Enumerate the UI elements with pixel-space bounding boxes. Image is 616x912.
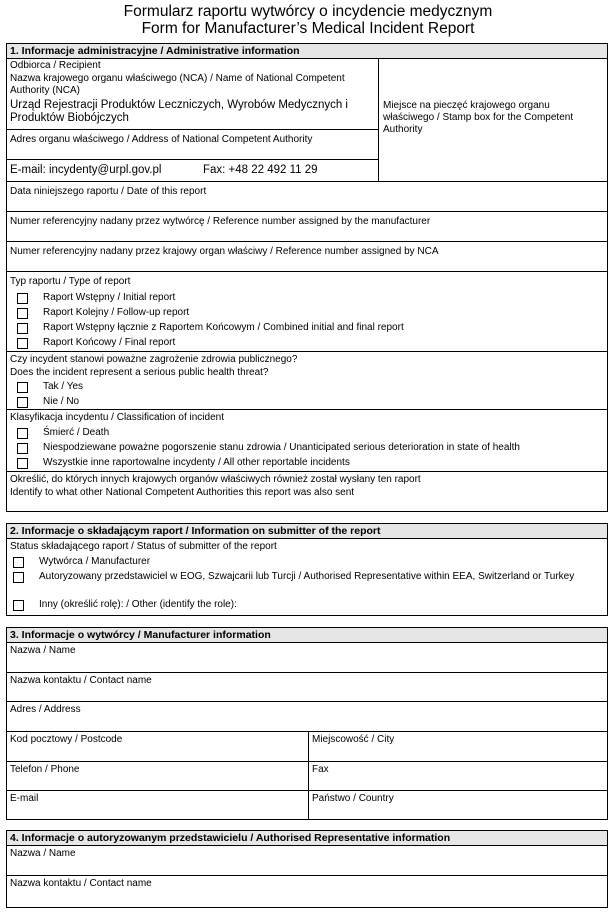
rep-contact-field[interactable] (7, 876, 607, 906)
checkbox[interactable] (13, 557, 24, 568)
field-label: Nazwa kontaktu / Contact name (10, 878, 152, 889)
checkbox[interactable] (17, 382, 28, 393)
section-header: 4. Informacje o autoryzowanym przedstawicielu / Authorised Representative information (7, 831, 607, 846)
option-label: Raport Wstępny łącznie z Raportem Końcowym / Combined initial and final report (43, 322, 404, 333)
option-label: Raport Kolejny / Follow-up report (43, 307, 190, 318)
checkbox[interactable] (17, 428, 28, 439)
submitter-option-authorised-rep[interactable] (7, 569, 607, 597)
manufacturer-ref-label: Numer referencyjny nadany przez wytwórcę / Reference number assigned by the manufacturer (10, 216, 431, 227)
fax-value: Fax: +48 22 492 11 29 (203, 164, 318, 176)
checkbox[interactable] (13, 572, 24, 583)
report-type-option[interactable] (7, 290, 607, 305)
option-label: Autoryzowany przedstawiciel w EOG, Szwajcarii lub Turcji / Authorised Representative within EEA, Switzerland or Turkey (39, 571, 575, 582)
report-type-label: Typ raportu / Type of report (10, 276, 131, 287)
field-label: Telefon / Phone (10, 764, 80, 775)
submitter-option-manufacturer[interactable] (7, 554, 607, 569)
option-label: Tak / Yes (43, 381, 84, 392)
country-field[interactable] (309, 791, 607, 820)
checkbox[interactable] (17, 338, 28, 349)
section-manufacturer (6, 627, 608, 820)
other-nca-label-en: Identify to what other National Competent Authorities this report was also sent (10, 487, 355, 498)
checkbox[interactable] (13, 600, 24, 611)
classification-option[interactable] (7, 440, 607, 455)
email-value: E-mail: incydenty@urpl.gov.pl (10, 164, 162, 176)
checkbox[interactable] (17, 293, 28, 304)
field-label: Kod pocztowy / Postcode (10, 734, 123, 745)
field-label: E-mail (10, 793, 39, 804)
report-date-label: Data niniejszego raportu / Date of this report (10, 186, 207, 197)
field-label: Nazwa / Name (10, 645, 76, 656)
stamp-box-label: Miejsce na pieczęć krajowego organu właściwego / Stamp box for the Competent Authority (383, 100, 574, 135)
report-type-option[interactable] (7, 335, 607, 350)
contact-row (7, 160, 378, 181)
section-submitter (6, 523, 608, 616)
classification-group (7, 410, 607, 472)
other-nca-field[interactable] (7, 472, 607, 513)
recipient-column (7, 59, 379, 181)
section-header: 3. Informacje o wytwórcy / Manufacturer information (7, 628, 607, 643)
nca-name-value: Urząd Rejestracji Produktów Leczniczych, Wyrobów Medycznych i Produktów Biobójczych (10, 99, 348, 124)
field-label: Państwo / Country (312, 793, 394, 804)
option-label: Wytwórca / Manufacturer (39, 556, 151, 567)
option-label: Nie / No (43, 396, 80, 407)
threat-question-en: Does the incident represent a serious public health threat? (10, 367, 269, 378)
submitter-status-label: Status składającego raport / Status of submitter of the report (10, 541, 277, 552)
fax-field[interactable] (309, 762, 607, 790)
section-authorised-rep (6, 830, 608, 908)
city-field[interactable] (309, 732, 607, 761)
option-label: Raport Końcowy / Final report (43, 337, 176, 348)
stamp-box (379, 59, 607, 181)
checkbox[interactable] (17, 308, 28, 319)
classification-option[interactable] (7, 455, 607, 470)
manufacturer-contact-field[interactable] (7, 673, 607, 702)
manufacturer-ref-field[interactable] (7, 212, 607, 242)
checkbox[interactable] (17, 397, 28, 408)
form-title-pl: Formularz raportu wytwórcy o incydencie medycznym (123, 3, 493, 20)
email-country-row (7, 791, 607, 820)
section-header: 2. Informacje o składającym raport / Information on submitter of the report (7, 524, 607, 539)
form-title-en: Form for Manufacturer’s Medical Incident Report (141, 20, 475, 37)
field-label: Fax (312, 764, 329, 775)
field-label: Miejscowość / City (312, 734, 395, 745)
option-label: Śmierć / Death (43, 427, 110, 438)
public-health-threat-group (7, 352, 607, 410)
manufacturer-address-field[interactable] (7, 702, 607, 732)
nca-ref-label: Numer referencyjny nadany przez krajowy organ właściwy / Reference number assigned by NCA (10, 246, 439, 257)
manufacturer-name-field[interactable] (7, 643, 607, 673)
option-label: Niespodziewane poważne pogorszenie stanu zdrowia / Unanticipated serious deterioration in state of health (43, 442, 520, 453)
classification-option[interactable] (7, 425, 607, 440)
report-type-group (7, 272, 607, 352)
threat-option-no[interactable] (7, 394, 607, 409)
address-label: Adres organu właściwego / Address of National Competent Authority (10, 134, 313, 145)
option-label: Raport Wstępny / Initial report (43, 292, 176, 303)
section-administrative (6, 43, 608, 512)
submitter-option-other[interactable] (7, 597, 607, 612)
checkbox[interactable] (17, 443, 28, 454)
option-label: Wszystkie inne raportowalne incydenty / All other reportable incidents (43, 457, 350, 468)
recipient-label: Odbiorca / Recipient (10, 60, 101, 71)
phone-fax-row (7, 762, 607, 791)
nca-name-label: Nazwa krajowego organu właściwego (NCA) / Name of National Competent Authority (NCA) (10, 73, 345, 96)
section-header: 1. Informacje administracyjne / Administrative information (7, 44, 607, 59)
email-field[interactable] (7, 791, 309, 820)
postcode-field[interactable] (7, 732, 309, 761)
field-label: Adres / Address (10, 704, 81, 715)
address-field[interactable] (7, 130, 378, 160)
threat-option-yes[interactable] (7, 379, 607, 394)
classification-label: Klasyfikacja incydentu / Classification of incident (10, 412, 224, 423)
checkbox[interactable] (17, 458, 28, 469)
nca-ref-field[interactable] (7, 242, 607, 272)
threat-question-pl: Czy incydent stanowi poważne zagrożenie zdrowia publicznego? (10, 354, 298, 365)
report-date-field[interactable] (7, 182, 607, 212)
checkbox[interactable] (17, 323, 28, 334)
phone-field[interactable] (7, 762, 309, 790)
report-type-option[interactable] (7, 305, 607, 320)
other-nca-label-pl: Określić, do których innych krajowych organów właściwych również został wysłany ten raport (10, 474, 421, 485)
field-label: Nazwa / Name (10, 848, 76, 859)
option-label: Inny (określić rolę): / Other (identify the role): (39, 599, 237, 610)
recipient-row[interactable] (7, 59, 378, 130)
field-label: Nazwa kontaktu / Contact name (10, 675, 152, 686)
postcode-city-row (7, 732, 607, 762)
rep-name-field[interactable] (7, 846, 607, 876)
report-type-option[interactable] (7, 320, 607, 335)
recipient-block (7, 59, 607, 182)
